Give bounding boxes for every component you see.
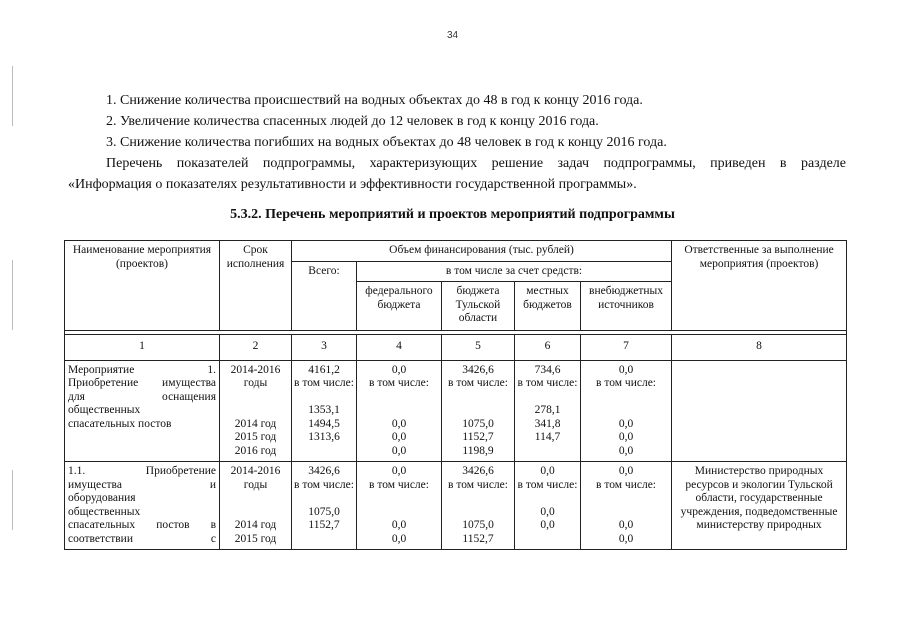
year-label: 2014 год bbox=[234, 417, 277, 430]
column-number: 6 bbox=[515, 335, 581, 361]
year-value: 1152,7 bbox=[462, 532, 494, 545]
name-line: общественных bbox=[68, 404, 141, 416]
year-value: 0,0 bbox=[540, 505, 555, 518]
year-value: 0,0 bbox=[391, 532, 407, 545]
year-value: 0,0 bbox=[618, 532, 634, 545]
regional-value: 3426,6 bbox=[462, 363, 494, 376]
row-local-cell bbox=[515, 360, 581, 462]
federal-value: 0,0 bbox=[391, 363, 407, 376]
row-federal-cell bbox=[357, 462, 442, 550]
year-value: 0,0 bbox=[391, 431, 407, 443]
column-number: 7 bbox=[581, 335, 672, 361]
header-federal: федерального бюджета bbox=[357, 282, 442, 331]
year-value: 0,0 bbox=[618, 519, 634, 531]
row-name-cell bbox=[65, 360, 220, 462]
year-label: 2015 год bbox=[234, 431, 277, 443]
row-extra-cell bbox=[581, 462, 672, 550]
binding-margin-mark bbox=[12, 66, 13, 126]
name-line: спасательных постов bbox=[68, 417, 172, 430]
year-label: 2016 год bbox=[234, 444, 277, 457]
column-number: 3 bbox=[292, 335, 357, 361]
row-total-cell bbox=[292, 360, 357, 462]
list-item-3: 3. Снижение количества погибших на водных объектах до 48 человек в год к концу 2016 года. bbox=[106, 135, 667, 150]
year-value: 0,0 bbox=[618, 417, 634, 430]
year-label: 2015 год bbox=[234, 532, 277, 545]
row-regional-cell bbox=[442, 360, 515, 462]
year-value: 0,0 bbox=[391, 519, 407, 531]
year-value: 1494,5 bbox=[308, 417, 340, 430]
header-extra: внебюджетных источников bbox=[581, 282, 672, 331]
column-number-row bbox=[65, 335, 847, 361]
list-item-2: 2. Увеличение количества спасенных людей до 12 человек в год к концу 2016 года. bbox=[106, 114, 599, 129]
total-value: 3426,6 bbox=[308, 465, 340, 477]
including-note: в том числе: bbox=[369, 377, 429, 389]
paragraph-line-1: Перечень показателей подпрограммы, характеризующих решение задач подпрограммы, приведен в разделе bbox=[106, 156, 846, 171]
section-heading: 5.3.2. Перечень мероприятий и проектов мероприятий подпрограммы bbox=[230, 207, 675, 222]
extra-value: 0,0 bbox=[618, 465, 634, 477]
year-value: 1353,1 bbox=[308, 404, 340, 416]
year-label: 2014 год bbox=[234, 519, 277, 531]
including-note: в том числе: bbox=[294, 478, 354, 491]
header-name: Наименование мероприятия (проектов) bbox=[65, 241, 220, 331]
page-number: 34 bbox=[446, 30, 459, 41]
year-value: 278,1 bbox=[534, 404, 561, 416]
year-value: 0,0 bbox=[618, 444, 634, 457]
year-value: 0,0 bbox=[391, 417, 407, 430]
year-value: 0,0 bbox=[618, 431, 634, 443]
header-local: местных бюджетов bbox=[515, 282, 581, 331]
including-note: в том числе: bbox=[517, 478, 578, 491]
row-term-cell bbox=[220, 360, 292, 462]
column-number: 2 bbox=[220, 335, 292, 361]
year-value: 1075,0 bbox=[308, 505, 340, 518]
regional-value: 3426,6 bbox=[462, 465, 494, 477]
name-line: 1.1. Приобретение bbox=[68, 465, 216, 477]
including-note: в том числе: bbox=[448, 377, 508, 389]
header-financing: Объем финансирования (тыс. рублей) bbox=[292, 241, 672, 262]
including-note: в том числе: bbox=[596, 377, 656, 389]
paragraph-line-2: «Информация о показателях результативности и эффективности государственной программы». bbox=[68, 177, 637, 192]
column-number: 1 bbox=[65, 335, 220, 361]
year-value: 1313,6 bbox=[308, 431, 340, 443]
year-value: 1075,0 bbox=[462, 417, 494, 430]
name-line: Мероприятие 1. bbox=[68, 363, 216, 376]
including-note: в том числе: bbox=[517, 377, 578, 389]
including-note: в том числе: bbox=[369, 478, 429, 491]
header-total: Всего: bbox=[292, 261, 357, 331]
year-value: 1152,7 bbox=[462, 431, 494, 443]
including-note: в том числе: bbox=[294, 377, 354, 389]
row-responsible-cell: Министерство природных ресурсов и экологии Тульской области, государственные учреждения, подведомственные министерству природных bbox=[672, 462, 847, 550]
row-name-cell bbox=[65, 462, 220, 550]
including-note: в том числе: bbox=[448, 478, 508, 491]
year-value: 114,7 bbox=[534, 431, 561, 443]
row-federal-cell bbox=[357, 360, 442, 462]
name-line: соответствии с bbox=[68, 532, 216, 545]
header-responsible: Ответственные за выполнение мероприятия (проектов) bbox=[672, 241, 847, 331]
table-row bbox=[65, 360, 847, 462]
list-item-1: 1. Снижение количества происшествий на водных объектах до 48 в год к концу 2016 года. bbox=[106, 93, 643, 108]
year-value: 1152,7 bbox=[308, 519, 340, 531]
row-local-cell bbox=[515, 462, 581, 550]
name-line: оборудования bbox=[68, 492, 136, 504]
federal-value: 0,0 bbox=[391, 465, 407, 477]
row-term-cell bbox=[220, 462, 292, 550]
term: 2014-2016 годы bbox=[230, 363, 281, 389]
year-value: 1198,9 bbox=[462, 444, 494, 457]
year-value: 0,0 bbox=[391, 444, 407, 457]
local-value: 0,0 bbox=[540, 465, 555, 477]
name-line: для оснащения bbox=[68, 390, 216, 403]
binding-margin-mark bbox=[12, 470, 13, 530]
column-number: 5 bbox=[442, 335, 515, 361]
binding-margin-mark bbox=[12, 260, 13, 330]
header-regional: бюджета Тульской области bbox=[442, 282, 515, 331]
extra-value: 0,0 bbox=[618, 363, 634, 376]
row-extra-cell bbox=[581, 360, 672, 462]
including-note: в том числе: bbox=[596, 478, 656, 491]
term: 2014-2016 годы bbox=[230, 465, 281, 491]
row-responsible-cell bbox=[672, 360, 847, 462]
local-value: 734,6 bbox=[534, 363, 561, 376]
table-row bbox=[65, 462, 847, 550]
year-value: 1075,0 bbox=[462, 519, 494, 531]
row-regional-cell bbox=[442, 462, 515, 550]
column-number: 4 bbox=[357, 335, 442, 361]
row-total-cell bbox=[292, 462, 357, 550]
name-line: Приобретение имущества bbox=[68, 377, 216, 389]
header-term: Срок исполнения bbox=[220, 241, 292, 331]
activities-table bbox=[64, 240, 847, 550]
header-including: в том числе за счет средств: bbox=[357, 261, 672, 282]
year-value: 341,8 bbox=[534, 417, 561, 430]
total-value: 4161,2 bbox=[308, 363, 340, 376]
year-value: 0,0 bbox=[540, 519, 555, 531]
column-number: 8 bbox=[672, 335, 847, 361]
name-line: спасательных постов в bbox=[68, 519, 216, 531]
name-line: общественных bbox=[68, 505, 141, 518]
name-line: имущества и bbox=[68, 478, 216, 491]
